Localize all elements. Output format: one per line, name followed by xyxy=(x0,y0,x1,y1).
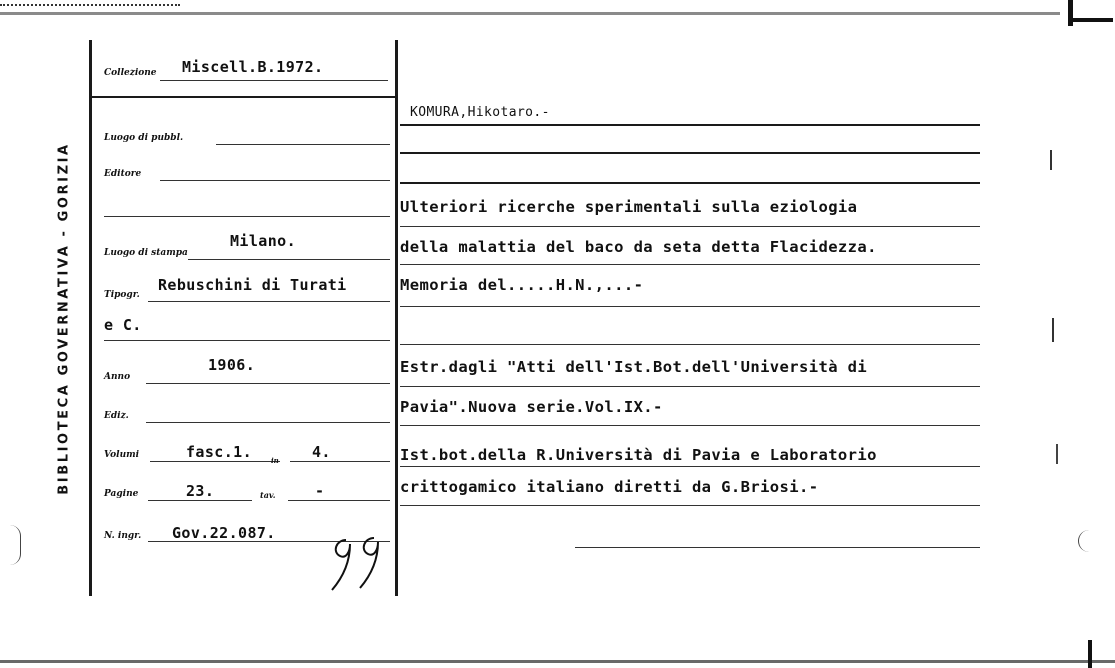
author-name: KOMURA,Hikotaro.- xyxy=(410,105,550,120)
description-line-2: della malattia del baco da seta detta Flacidezza. xyxy=(400,238,877,256)
description-line-8: crittogamico italiano diretti da G.Briosi.- xyxy=(400,478,819,496)
value-tipogr: Rebuschini di Turati xyxy=(158,276,347,294)
line-luogo-stampa xyxy=(188,259,390,260)
label-volumi: Volumi xyxy=(104,450,140,460)
rule-r4 xyxy=(400,226,980,227)
value-collezione: Miscell.B.1972. xyxy=(182,58,324,76)
line-volumi-1 xyxy=(150,461,280,462)
value-tipogr-cont: e C. xyxy=(104,316,142,334)
right-margin-mark-1 xyxy=(1050,150,1052,170)
left-vertical-rule xyxy=(89,40,92,596)
rule-author xyxy=(400,124,980,126)
rule-r7 xyxy=(400,344,980,345)
label-pagine: Pagine xyxy=(104,489,139,499)
rule-r9 xyxy=(400,425,980,426)
line-editore xyxy=(160,180,390,181)
rule-r2 xyxy=(400,152,980,154)
top-scan-edge-dots xyxy=(0,4,180,10)
rule-r8 xyxy=(400,386,980,387)
right-scan-edge xyxy=(1068,0,1073,26)
handwritten-number-text xyxy=(326,530,327,531)
right-margin-mark-2 xyxy=(1052,318,1054,342)
value-luogo-stampa: Milano. xyxy=(230,232,297,250)
header-rule xyxy=(92,96,395,98)
value-n-ingr: Gov.22.087. xyxy=(172,524,276,542)
label-editore: Editore xyxy=(104,169,142,179)
bottom-scan-edge xyxy=(0,660,1115,663)
handwritten-number-drawing xyxy=(326,530,386,594)
top-scan-edge xyxy=(0,12,1060,15)
value-volumi: fasc.1. xyxy=(186,443,253,461)
label-anno: Anno xyxy=(104,372,131,382)
description-line-7: Ist.bot.della R.Università di Pavia e Laboratorio xyxy=(400,446,877,464)
label-luogo-stampa: Luogo di stampa xyxy=(104,248,188,258)
line-pagine-2 xyxy=(288,500,390,501)
label-ediz: Ediz. xyxy=(104,411,129,421)
volumi-in-label: in xyxy=(271,456,279,465)
line-tipogr-cont xyxy=(104,340,390,341)
library-side-title xyxy=(50,74,78,562)
bottom-right-edge xyxy=(1088,640,1092,668)
rule-r12 xyxy=(575,547,980,548)
line-luogo-pubbl xyxy=(216,144,390,145)
handwritten-number xyxy=(326,530,386,594)
label-tipogr: Tipogr. xyxy=(104,290,140,300)
value-pagine-2: - xyxy=(315,482,325,500)
value-volumi-2: 4. xyxy=(312,443,331,461)
middle-vertical-rule xyxy=(395,40,398,596)
label-collezione: Collezione xyxy=(104,68,157,78)
line-tipogr xyxy=(148,301,390,302)
value-anno: 1906. xyxy=(208,356,256,374)
right-margin-mark-4 xyxy=(1078,530,1089,552)
label-tav: tav. xyxy=(260,490,276,500)
line-blank-a xyxy=(104,216,390,217)
library-side-title-text: BIBLIOTECA GOVERNATIVA - GORIZIA xyxy=(56,141,72,495)
line-ediz xyxy=(146,422,390,423)
description-line-3: Memoria del.....H.N.,...- xyxy=(400,276,644,294)
description-line-6: Pavia".Nuova serie.Vol.IX.- xyxy=(400,398,663,416)
description-line-1: Ulteriori ricerche sperimentali sulla eziologia xyxy=(400,198,858,216)
right-margin-mark-3 xyxy=(1056,444,1058,464)
rule-r11 xyxy=(400,505,980,506)
line-volumi-2 xyxy=(290,461,390,462)
line-anno xyxy=(146,383,390,384)
rule-r6 xyxy=(400,306,980,307)
label-n-ingr: N. ingr. xyxy=(104,531,142,541)
value-pagine: 23. xyxy=(186,482,215,500)
rule-r10 xyxy=(400,466,980,467)
line-pagine-1 xyxy=(148,500,252,501)
right-scan-edge-2 xyxy=(1068,18,1113,22)
left-edge-mark xyxy=(10,525,21,565)
label-luogo-pubbl: Luogo di pubbl. xyxy=(104,133,184,143)
rule-r5 xyxy=(400,264,980,265)
description-line-5: Estr.dagli "Atti dell'Ist.Bot.dell'Università di xyxy=(400,358,868,376)
line-collezione xyxy=(160,80,388,81)
rule-r3 xyxy=(400,182,980,184)
